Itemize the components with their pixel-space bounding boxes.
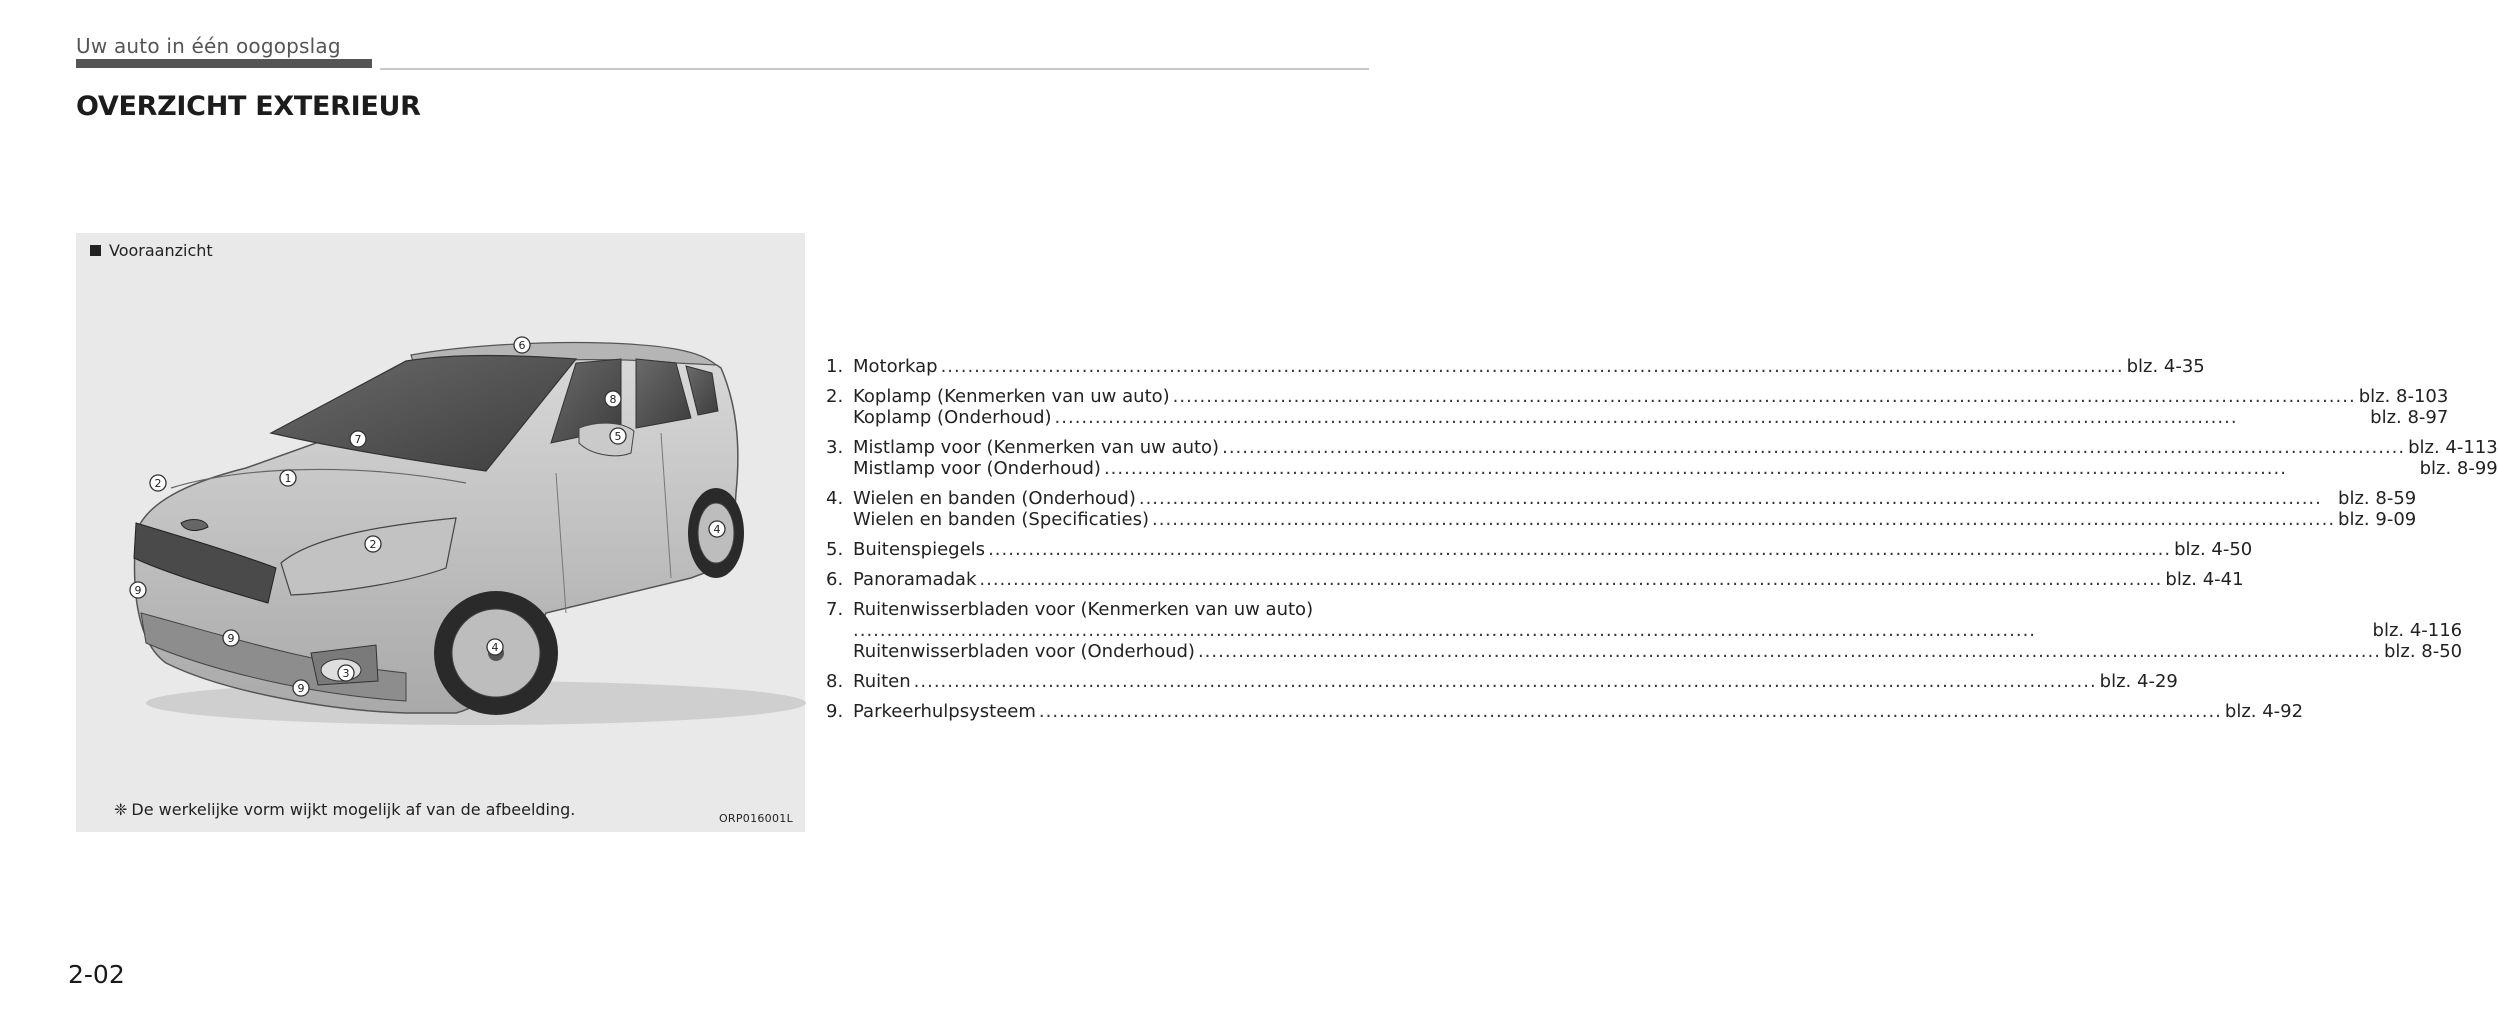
legend-item	[826, 437, 2498, 479]
legend-line	[853, 458, 2498, 479]
legend-page-ref: blz. 4-29	[2099, 671, 2178, 692]
legend-line	[853, 509, 2416, 530]
callout-4	[487, 639, 503, 655]
legend-line	[853, 437, 2498, 458]
svg-text:9: 9	[297, 682, 305, 695]
legend-line	[853, 641, 2462, 662]
legend-line	[853, 620, 2462, 641]
legend-item	[826, 599, 2463, 662]
figure-note-text: De werkelijke vorm wijkt mogelijk af van de afbeelding.	[131, 800, 576, 819]
svg-text:1: 1	[284, 472, 292, 485]
legend-page-ref: blz. 4-113	[2408, 437, 2498, 458]
legend-text: Parkeerhulpsysteem	[853, 701, 1036, 722]
header-rule	[380, 68, 1369, 70]
legend-item	[826, 701, 2304, 722]
legend-page-ref: blz. 8-59	[2338, 488, 2417, 509]
legend-text: Ruiten	[853, 671, 911, 692]
figure-code: ORP016001L	[718, 812, 793, 825]
svg-text:9: 9	[227, 632, 235, 645]
legend-number: 4.	[826, 488, 844, 509]
legend-text: Motorkap	[853, 356, 938, 377]
legend-line	[853, 701, 2303, 722]
legend-item	[826, 539, 2253, 560]
legend-number: 2.	[826, 386, 844, 407]
legend-item	[826, 488, 2417, 530]
legend-number: 3.	[826, 437, 844, 458]
callout-1	[280, 470, 296, 486]
legend-number: 8.	[826, 671, 844, 692]
page-title: OVERZICHT EXTERIEUR	[76, 91, 421, 122]
legend-text: Ruitenwisserbladen voor (Onderhoud)	[853, 641, 1195, 662]
legend-line	[853, 488, 2416, 509]
svg-text:4: 4	[491, 641, 499, 654]
legend-number: 9.	[826, 701, 844, 722]
legend-page-ref: blz. 4-92	[2224, 701, 2304, 722]
legend-item	[826, 569, 2244, 590]
callout-4	[709, 521, 725, 537]
legend-text: Koplamp (Kenmerken van uw auto)	[853, 386, 1170, 407]
legend-text: Wielen en banden (Specificaties)	[853, 509, 1150, 530]
legend-text: Ruitenwisserbladen voor (Kenmerken van uw auto)	[853, 599, 1314, 620]
legend-line	[853, 569, 2244, 590]
svg-text:3: 3	[342, 667, 350, 680]
legend-line	[853, 671, 2178, 692]
legend-line	[853, 599, 2462, 620]
legend-page-ref: blz. 8-50	[2383, 641, 2463, 662]
legend-text: Mistlamp voor (Kenmerken van uw auto)	[853, 437, 1220, 458]
svg-text:2: 2	[154, 477, 162, 490]
callout-2	[365, 536, 381, 552]
square-bullet-icon	[90, 245, 101, 256]
callout-9	[293, 680, 309, 696]
legend-list	[826, 356, 2498, 731]
legend-line	[853, 539, 2252, 560]
svg-text:7: 7	[354, 433, 362, 446]
legend-text: Wielen en banden (Onderhoud)	[853, 488, 1136, 509]
car-illustration	[76, 233, 805, 832]
svg-text:6: 6	[518, 339, 526, 352]
section-bar	[76, 59, 372, 68]
legend-item	[826, 356, 2205, 377]
figure-heading	[90, 241, 213, 260]
note-symbol-icon: ❈	[114, 800, 128, 819]
legend-item	[826, 386, 2449, 428]
svg-text:4: 4	[713, 523, 721, 536]
callout-7	[350, 431, 366, 447]
callout-2	[150, 475, 166, 491]
legend-number: 5.	[826, 539, 844, 560]
figure-note	[114, 800, 575, 819]
legend-number: 6.	[826, 569, 844, 590]
svg-text:5: 5	[614, 430, 622, 443]
svg-text:2: 2	[369, 538, 377, 551]
legend-number: 1.	[826, 356, 844, 377]
legend-line	[853, 386, 2448, 407]
legend-text: Koplamp (Onderhoud)	[853, 407, 1052, 428]
callout-3	[338, 665, 354, 681]
svg-text:9: 9	[134, 584, 142, 597]
callout-6	[514, 337, 530, 353]
legend-page-ref: blz. 4-41	[2165, 569, 2244, 590]
legend-page-ref: blz. 9-09	[2338, 509, 2417, 530]
callout-5	[610, 428, 626, 444]
figure-heading-label: Vooraanzicht	[109, 241, 213, 260]
legend-number: 7.	[826, 599, 844, 620]
legend-text: Buitenspiegels	[853, 539, 986, 560]
legend-page-ref: blz. 4-116	[2372, 620, 2463, 641]
section-label: Uw auto in één oogopslag	[76, 34, 341, 58]
legend-page-ref: blz. 8-103	[2358, 386, 2449, 407]
legend-page-ref: blz. 8-97	[2370, 407, 2449, 428]
exterior-figure	[76, 233, 805, 832]
callout-9	[130, 582, 146, 598]
callout-8	[605, 391, 621, 407]
legend-page-ref: blz. 8-99	[2419, 458, 2498, 479]
legend-line	[853, 407, 2448, 428]
page-number: 2-02	[68, 960, 125, 989]
legend-page-ref: blz. 4-50	[2174, 539, 2253, 560]
svg-text:8: 8	[609, 393, 617, 406]
legend-line	[853, 356, 2205, 377]
callout-9	[223, 630, 239, 646]
legend-text: Panoramadak	[853, 569, 977, 590]
legend-page-ref: blz. 4-35	[2126, 356, 2205, 377]
legend-text: Mistlamp voor (Onderhoud)	[853, 458, 1101, 479]
legend-item	[826, 671, 2178, 692]
